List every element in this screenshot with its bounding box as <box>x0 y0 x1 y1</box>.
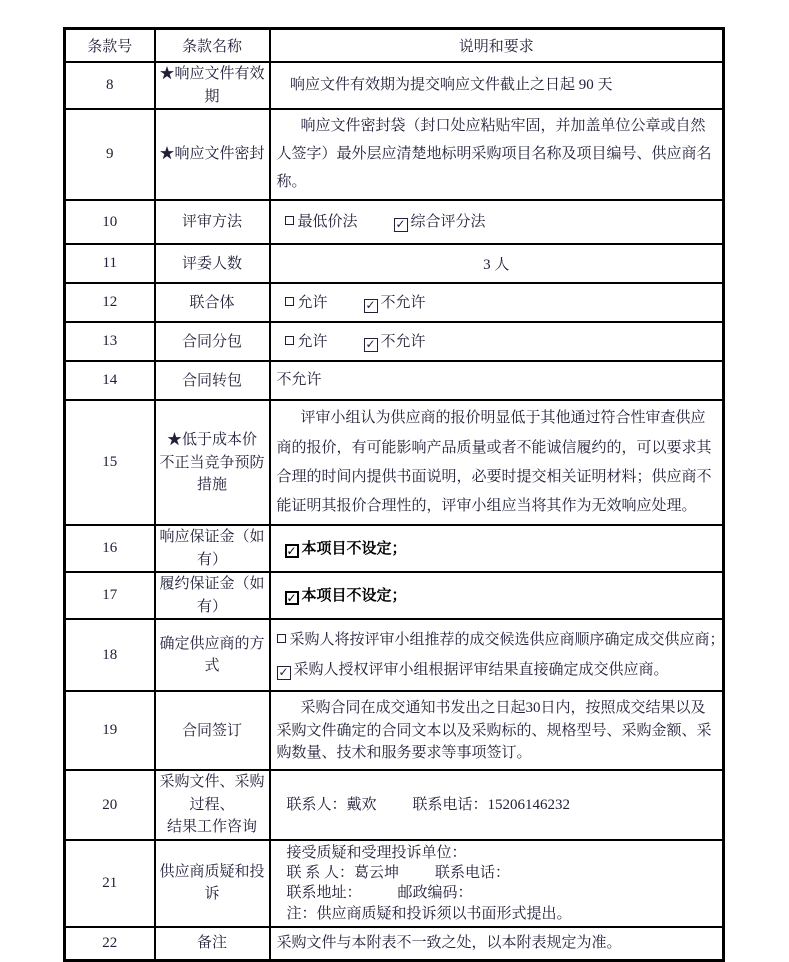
clause-name-line: ★响应文件有效期 <box>159 66 265 105</box>
clause-no-cell: 16 <box>65 525 155 572</box>
description-line <box>275 628 725 652</box>
option-label: 注：供应商质疑和投诉须以书面形式提出。 <box>286 905 572 922</box>
clause-desc-cell <box>270 109 724 200</box>
checkbox-unchecked-icon <box>285 336 294 345</box>
description-line <box>275 210 719 234</box>
option-label: 不允许 <box>380 333 426 350</box>
description-paragraph: 采购合同在成交通知书发出之日起30日内，按照成交结果以及采购文件确定的合同文本以及采购标的、规格型号、采购金额、采购数量、技术和服务要求等事项签订。 <box>276 700 712 761</box>
clause-name-line: 合同分包 <box>181 333 242 350</box>
option-label: 不允许 <box>380 294 426 311</box>
clause-no-cell: 10 <box>65 200 155 244</box>
option-label: 综合评分法 <box>410 214 486 231</box>
table-row-clause-18 <box>65 619 724 691</box>
checkbox-unchecked-icon <box>285 297 294 306</box>
clause-desc-cell <box>270 525 724 572</box>
table-row-clause-12 <box>65 283 724 322</box>
clause-name-line: 结果工作咨询 <box>166 819 257 836</box>
clause-no-cell: 8 <box>65 62 155 109</box>
col-header-clause-no: 条款号 <box>65 29 155 63</box>
table-row-clause-16 <box>65 525 724 572</box>
description-line <box>275 863 719 883</box>
clause-desc-cell <box>270 927 724 961</box>
col-header-clause-name: 条款名称 <box>155 29 270 63</box>
option-label: 采购人授权评审小组根据评审结果直接确定成交供应商。 <box>293 662 669 679</box>
clause-name-line: 响应保证金（如有） <box>159 529 265 568</box>
description-line <box>275 584 719 608</box>
clause-name-line: 确定供应商的方式 <box>159 635 265 675</box>
checkbox-unchecked-icon <box>285 216 294 225</box>
clause-no-cell: 21 <box>65 840 155 927</box>
option-label: 接受质疑和受理投诉单位： <box>286 844 467 861</box>
clause-name-cell <box>155 62 270 109</box>
clause-name-line: 履约保证金（如有） <box>159 576 265 615</box>
clause-desc-cell <box>270 361 724 400</box>
clause-desc-cell <box>270 283 724 322</box>
clause-name-line: 采购文件、采购过程、 <box>159 774 265 813</box>
table-row-clause-11 <box>65 244 724 283</box>
description-paragraph: 响应文件有效期为提交响应文件截止之日起 90 天 <box>290 76 613 93</box>
description-paragraph: 采购文件与本附表不一致之处，以本附表规定为准。 <box>276 934 622 951</box>
description-line <box>275 793 719 817</box>
clause-name-line: 备注 <box>196 935 227 952</box>
clause-name-line: 联合体 <box>189 294 235 311</box>
clause-no-cell: 15 <box>65 400 155 525</box>
clause-no-cell: 13 <box>65 322 155 361</box>
table-row-clause-17 <box>65 572 724 619</box>
clause-name-cell <box>155 109 270 200</box>
table-row-clause-13 <box>65 322 724 361</box>
clause-no-cell: 18 <box>65 619 155 691</box>
clause-name-cell <box>155 244 270 283</box>
checkbox-checked-icon: ✓ <box>395 217 406 232</box>
clause-desc-cell <box>270 200 724 244</box>
clause-name-line: 合同签订 <box>181 722 242 739</box>
clause-name-cell <box>155 200 270 244</box>
description-line <box>275 883 719 903</box>
col-header-description: 说明和要求 <box>270 29 724 63</box>
clause-no-cell: 11 <box>65 244 155 283</box>
table-row-clause-21 <box>65 840 724 927</box>
table-row-clause-8 <box>65 62 724 109</box>
clause-name-cell <box>155 525 270 572</box>
option-label: 允许 <box>297 294 328 311</box>
table-row-clause-20 <box>65 770 724 840</box>
description-line <box>275 658 719 682</box>
option-label: 采购人将按评审小组推荐的成交候选供应商顺序确定成交供应商； <box>289 632 725 649</box>
option-label: 允许 <box>297 333 328 350</box>
clause-desc-cell <box>270 572 724 619</box>
clause-desc-cell <box>270 619 724 691</box>
description-text: 3 人 <box>483 257 510 274</box>
description-line <box>275 291 719 315</box>
clause-name-cell <box>155 361 270 400</box>
clause-desc-cell <box>270 244 724 283</box>
clause-no-cell: 19 <box>65 691 155 770</box>
description-paragraph: 响应文件密封袋（封口处应粘贴牢固，并加盖单位公章或自然人签字）最外层应清楚地标明采购项目名称及项目编号、供应商名称。 <box>276 118 712 190</box>
description-paragraph: 不允许 <box>276 372 322 388</box>
clause-desc-cell <box>270 770 724 840</box>
checkbox-checked-icon: ✓ <box>365 336 376 351</box>
table-header-row <box>65 29 724 63</box>
description-line <box>275 537 719 561</box>
option-label: 联系电话： <box>435 865 511 881</box>
table-row-clause-9 <box>65 109 724 200</box>
table-row-clause-10 <box>65 200 724 244</box>
option-label: 联 系 人：葛云坤 <box>286 865 400 881</box>
clause-desc-cell <box>270 400 724 525</box>
clause-desc-cell <box>270 840 724 927</box>
checkbox-checked-icon: ✓ <box>278 665 289 680</box>
clause-name-cell <box>155 619 270 691</box>
option-label: 邮政编码： <box>397 885 473 902</box>
clause-name-line: 合同转包 <box>181 372 242 389</box>
option-label: 联系地址： <box>286 885 362 902</box>
clause-no-cell: 12 <box>65 283 155 322</box>
clause-name-line: 不正当竞争预防措施 <box>159 454 265 493</box>
clause-no-cell: 9 <box>65 109 155 200</box>
description-line <box>275 843 719 863</box>
checkbox-checked-icon: ✓ <box>286 543 297 558</box>
clause-no-cell: 17 <box>65 572 155 619</box>
clause-name-cell <box>155 691 270 770</box>
clause-name-line: 评委人数 <box>181 255 242 272</box>
clause-desc-cell <box>270 62 724 109</box>
table-row-clause-15 <box>65 400 724 525</box>
table-row-clause-14 <box>65 361 724 400</box>
clause-name-cell <box>155 322 270 361</box>
option-label: 最低价法 <box>297 214 358 231</box>
option-label: 本项目不设定； <box>301 587 407 604</box>
table-row-clause-22 <box>65 927 724 961</box>
clause-name-line: ★低于成本价 <box>166 432 257 448</box>
clause-name-cell <box>155 840 270 927</box>
clause-name-cell <box>155 770 270 840</box>
clause-name-line: ★响应文件密封 <box>159 146 265 163</box>
clause-name-cell <box>155 927 270 961</box>
option-label: 本项目不设定； <box>301 540 407 557</box>
description-line <box>275 330 719 354</box>
clause-name-cell <box>155 572 270 619</box>
clause-desc-cell <box>270 691 724 770</box>
clause-no-cell: 20 <box>65 770 155 840</box>
table-row-clause-19 <box>65 691 724 770</box>
checkbox-checked-icon: ✓ <box>365 297 376 312</box>
checkbox-unchecked-icon <box>277 634 286 643</box>
clauses-table <box>63 27 725 962</box>
option-label: 联系电话：15206146232 <box>412 797 571 813</box>
clause-name-line: 评审方法 <box>181 214 242 230</box>
clause-name-cell <box>155 283 270 322</box>
option-label: 联系人：戴欢 <box>286 797 377 813</box>
clause-desc-cell <box>270 322 724 361</box>
clause-no-cell: 22 <box>65 927 155 961</box>
clause-name-cell <box>155 400 270 525</box>
checkbox-checked-icon: ✓ <box>286 590 297 605</box>
description-line <box>275 904 719 924</box>
clause-no-cell: 14 <box>65 361 155 400</box>
description-paragraph: 评审小组认为供应商的报价明显低于其他通过符合性审查供应商的报价，有可能影响产品质量或者不能诚信履约的，可以要求其合理的时间内提供书面说明，必要时提交相关证明材料；供应商不能证明其报价合理性的，评审小组应当将其作为无效响应处理。 <box>276 410 712 514</box>
clause-name-line: 供应商质疑和投诉 <box>159 863 265 903</box>
